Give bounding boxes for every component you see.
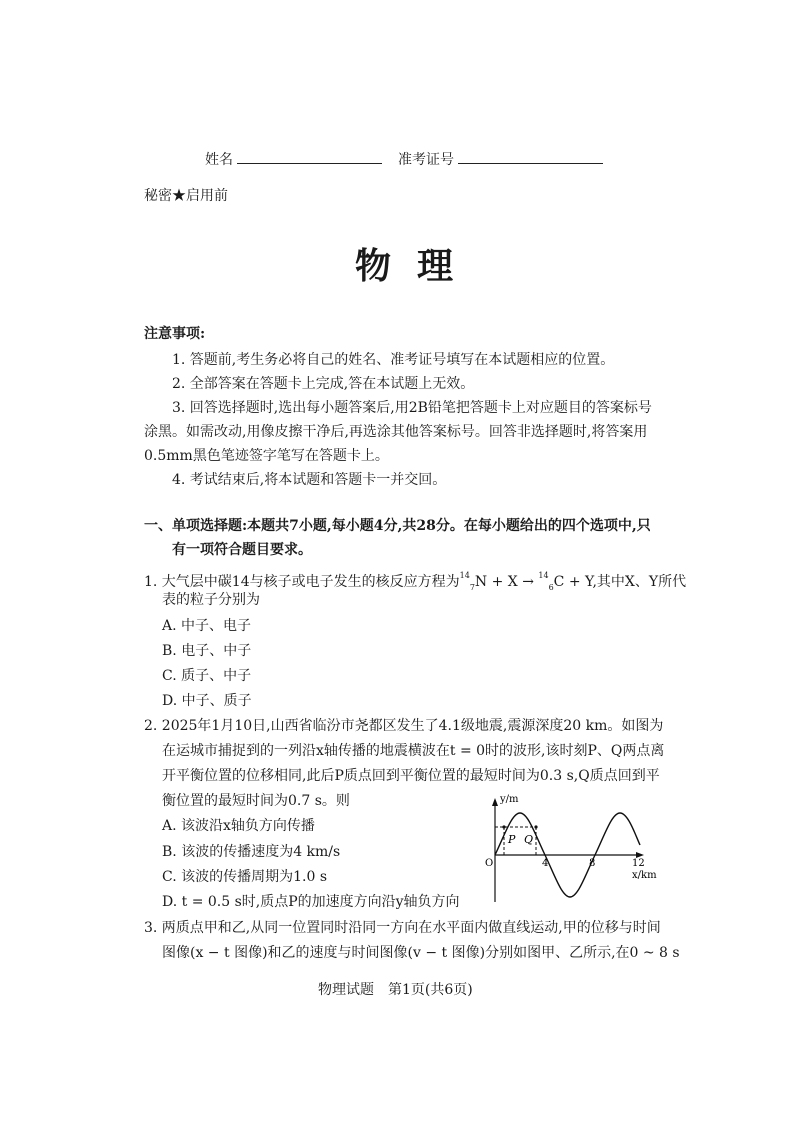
section-heading: 一、单项选择题:本题共7小题,每小题4分,共28分。在每小题给出的四个选项中,只 xyxy=(144,518,651,534)
notice-item: 4. 考试结束后,将本试题和答题卡一并交回。 xyxy=(172,472,447,488)
q1-option-a: A. 中子、电子 xyxy=(162,618,252,634)
q1-eq-right: C + Y xyxy=(553,574,593,590)
q1-eq-mass1: 14 xyxy=(459,571,470,580)
name-label: 姓名 xyxy=(205,152,233,168)
q-label: Q xyxy=(524,833,534,846)
id-label: 准考证号 xyxy=(398,152,454,168)
q1-stem-tail: ,其中X、Y所代 xyxy=(592,574,687,590)
secret-label: 秘密★启用前 xyxy=(144,188,228,204)
question-2-stem: 在运城市捕捉到的一列沿x轴传播的地震横波在t = 0时的波形,该时刻P、Q两点离 xyxy=(162,743,665,759)
y-axis-label: y/m xyxy=(500,794,519,805)
x-tick-label: 8 xyxy=(589,858,596,869)
q2-option-c: C. 该波的传播周期为1.0 s xyxy=(162,869,328,885)
notice-item: 0.5mm黑色笔迹签字笔写在答题卡上。 xyxy=(144,448,389,464)
question-2-stem: 2. 2025年1月10日,山西省临汾市尧都区发生了4.1级地震,震源深度20 km。如图为 xyxy=(144,718,664,734)
notice-item: 3. 回答选择题时,选出每小题答案后,用2B铅笔把答题卡上对应题目的答案标号 xyxy=(172,400,652,416)
page-title: 物理 xyxy=(355,246,480,287)
notice-title: 注意事项: xyxy=(144,326,206,342)
wave-figure xyxy=(480,790,665,910)
q2-option-a: A. 该波沿x轴负方向传播 xyxy=(162,818,315,834)
q1-eq-charge1: 7 xyxy=(469,583,475,592)
notice-item: 2. 全部答案在答题卡上完成,答在本试题上无效。 xyxy=(172,376,475,392)
id-blank xyxy=(458,151,603,164)
name-blank xyxy=(237,151,382,164)
x-tick-label: 4 xyxy=(542,858,549,869)
q1-option-d: D. 中子、质子 xyxy=(162,693,252,709)
y-axis-arrow-icon xyxy=(492,798,498,806)
id-field xyxy=(398,150,603,170)
q1-stem-text: 1. 大气层中碳14与核子或电子发生的核反应方程为 xyxy=(144,574,460,590)
question-2-stem: 衡位置的最短时间为0.7 s。则 xyxy=(162,793,350,809)
x-tick-label: 12 xyxy=(632,858,645,869)
q2-option-d: D. t = 0.5 s时,质点P的加速度方向沿y轴负方向 xyxy=(162,894,460,910)
notice-item: 1. 答题前,考生务必将自己的姓名、准考证号填写在本试题相应的位置。 xyxy=(172,352,615,368)
point-q xyxy=(534,825,537,828)
name-field xyxy=(205,150,382,170)
x-axis-label: x/km xyxy=(632,870,657,881)
q1-eq-mass2: 14 xyxy=(538,571,549,580)
q1-option-b: B. 电子、中子 xyxy=(162,643,252,659)
q1-eq-left: N + X → xyxy=(474,574,539,590)
q1-eq-charge2: 6 xyxy=(548,583,554,592)
q2-option-b: B. 该波的传播速度为4 km/s xyxy=(162,844,341,860)
question-3-stem: 3. 两质点甲和乙,从同一位置同时沿同一方向在水平面内做直线运动,甲的位移与时间 xyxy=(144,920,661,936)
notice-item: 涂黑。如需改动,用像皮擦干净后,再选涂其他答案标号。回答非选择题时,将答案用 xyxy=(144,424,648,440)
point-p xyxy=(502,825,505,828)
q1-option-c: C. 质子、中子 xyxy=(162,668,252,684)
origin-label: O xyxy=(485,858,494,869)
question-3-stem: 图像(x − t 图像)和乙的速度与时间图像(v − t 图像)分别如图甲、乙所示,在0 ~ 8 s xyxy=(162,945,680,961)
page-footer: 物理试题 第1页(共6页) xyxy=(318,982,473,998)
section-heading-cont: 有一项符合题目要求。 xyxy=(172,542,312,558)
question-1-stem-cont: 表的粒子分别为 xyxy=(162,592,260,608)
p-label: P xyxy=(508,833,516,846)
question-2-stem: 开平衡位置的位移相同,此后P质点回到平衡位置的最短时间为0.3 s,Q质点回到平 xyxy=(162,768,660,784)
